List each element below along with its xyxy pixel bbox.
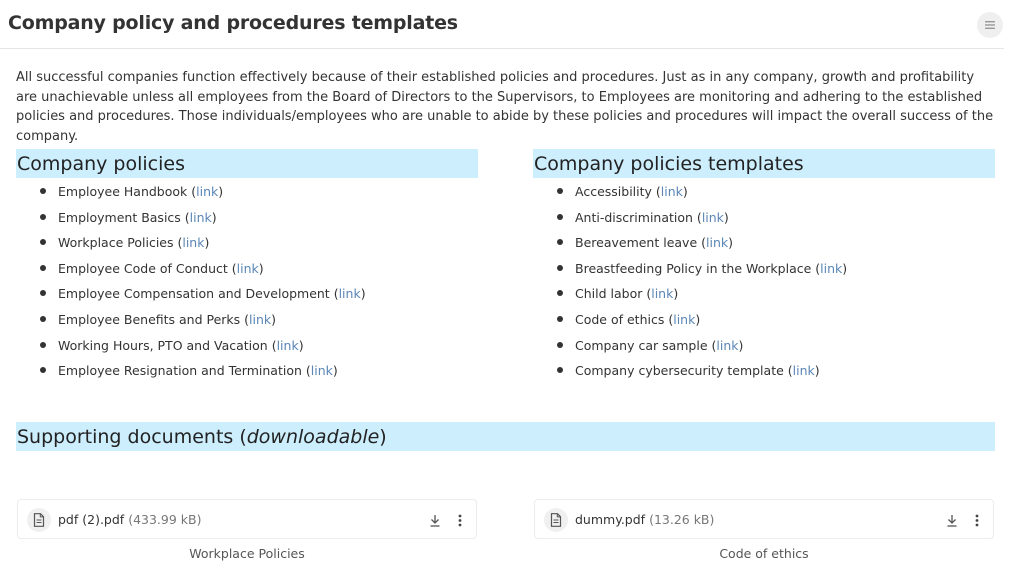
list-item-label: Employee Code of Conduct — [58, 260, 228, 276]
file-card[interactable] — [17, 499, 477, 539]
list-item-label: Company car sample — [575, 337, 708, 353]
download-icon — [946, 514, 958, 527]
download-icon — [429, 514, 441, 527]
section-title-supporting-documents — [16, 422, 995, 451]
download-button[interactable] — [943, 511, 961, 529]
docs-title-text: Supporting documents ( — [17, 426, 247, 448]
policy-link[interactable]: link — [338, 286, 361, 302]
file-icon-container — [544, 508, 568, 532]
page-title: Company policy and procedures templates — [8, 12, 458, 34]
list-item-label: Company cybersecurity template — [575, 363, 784, 379]
docs-title-end: ) — [379, 426, 387, 448]
list-item-label: Employee Benefits and Perks — [58, 311, 241, 327]
list-item-label: Bereavement leave — [575, 235, 698, 251]
section-title-company-policies: Company policies — [16, 149, 478, 178]
policy-link[interactable]: link — [189, 209, 212, 225]
intro-paragraph: All successful companies function effectively because of their established policies and procedures. Just as in any company, growth and profitability are unachievable unless all employees from the Board of Directors to the Supervisors, to Employees are monitoring and adhering to the established policies and procedures. Those individuals/employees who are unable to abide by these policies and procedures will impact the overall success of the company. — [16, 70, 994, 144]
list-item: Employee Code of Conduct (link) — [38, 257, 366, 283]
list-item-label: Anti-discrimination — [575, 209, 693, 225]
file-card[interactable] — [534, 499, 994, 539]
list-item-label: Workplace Policies — [58, 235, 174, 251]
list-item: Company car sample (link) — [555, 334, 847, 360]
file-size: (433.99 kB) — [128, 512, 202, 527]
list-item-label: Code of ethics — [575, 311, 665, 327]
list-item-label: Breastfeeding Policy in the Workplace — [575, 260, 812, 276]
list-item: Employment Basics (link) — [38, 206, 366, 232]
file-name[interactable] — [575, 512, 714, 527]
page-header — [0, 0, 1004, 49]
list-item: Anti-discrimination (link) — [555, 206, 847, 232]
section-title-company-policies-templates: Company policies templates — [533, 149, 995, 178]
more-vertical-icon — [458, 514, 462, 527]
list-item: Accessibility (link) — [555, 180, 847, 206]
document-icon — [550, 513, 562, 527]
more-vertical-icon — [975, 514, 979, 527]
list-item: Employee Compensation and Development (link) — [38, 282, 366, 308]
menu-button[interactable] — [977, 12, 1003, 38]
hamburger-menu-icon — [984, 20, 996, 30]
list-item: Working Hours, PTO and Vacation (link) — [38, 334, 366, 360]
policy-link[interactable]: link — [182, 235, 205, 251]
template-link[interactable]: link — [792, 363, 815, 379]
more-options-button[interactable] — [453, 511, 467, 529]
list-item: Child labor (link) — [555, 282, 847, 308]
template-link[interactable]: link — [706, 235, 729, 251]
list-item-label: Working Hours, PTO and Vacation — [58, 337, 268, 353]
list-item-label: Employment Basics — [58, 209, 181, 225]
file-size: (13.26 kB) — [649, 512, 715, 527]
template-link[interactable]: link — [716, 337, 739, 353]
policy-link[interactable]: link — [236, 260, 259, 276]
file-icon-container — [27, 508, 51, 532]
list-item: Employee Handbook (link) — [38, 180, 366, 206]
file-caption: Code of ethics — [719, 546, 809, 561]
template-link[interactable]: link — [673, 311, 696, 327]
company-policies-templates-list — [555, 180, 847, 385]
policy-link[interactable]: link — [276, 337, 299, 353]
policy-link[interactable]: link — [249, 311, 272, 327]
list-item: Workplace Policies (link) — [38, 231, 366, 257]
list-item: Breastfeeding Policy in the Workplace (link) — [555, 257, 847, 283]
more-options-button[interactable] — [970, 511, 984, 529]
list-item: Code of ethics (link) — [555, 308, 847, 334]
file-name-text: dummy.pdf — [575, 512, 646, 527]
policy-link[interactable]: link — [310, 363, 333, 379]
document-icon — [33, 513, 45, 527]
file-name-text: pdf (2).pdf — [58, 512, 125, 527]
file-name[interactable] — [58, 512, 201, 527]
list-item: Employee Resignation and Termination (link) — [38, 359, 366, 385]
list-item-label: Employee Compensation and Development — [58, 286, 330, 302]
template-link[interactable]: link — [820, 260, 843, 276]
template-link[interactable]: link — [660, 184, 683, 199]
list-item-label: Child labor — [575, 286, 643, 302]
list-item: Bereavement leave (link) — [555, 231, 847, 257]
file-caption: Workplace Policies — [189, 546, 305, 561]
template-link[interactable]: link — [701, 209, 724, 225]
list-item-label: Employee Resignation and Termination — [58, 363, 302, 379]
download-button[interactable] — [426, 511, 444, 529]
list-item: Company cybersecurity template (link) — [555, 359, 847, 385]
company-policies-list — [38, 180, 366, 385]
template-link[interactable]: link — [651, 286, 674, 302]
list-item-label: Accessibility — [575, 184, 652, 199]
docs-title-emphasis: downloadable — [246, 426, 380, 448]
list-item: Employee Benefits and Perks (link) — [38, 308, 366, 334]
policy-link[interactable]: link — [196, 184, 219, 199]
list-item-label: Employee Handbook — [58, 184, 188, 199]
